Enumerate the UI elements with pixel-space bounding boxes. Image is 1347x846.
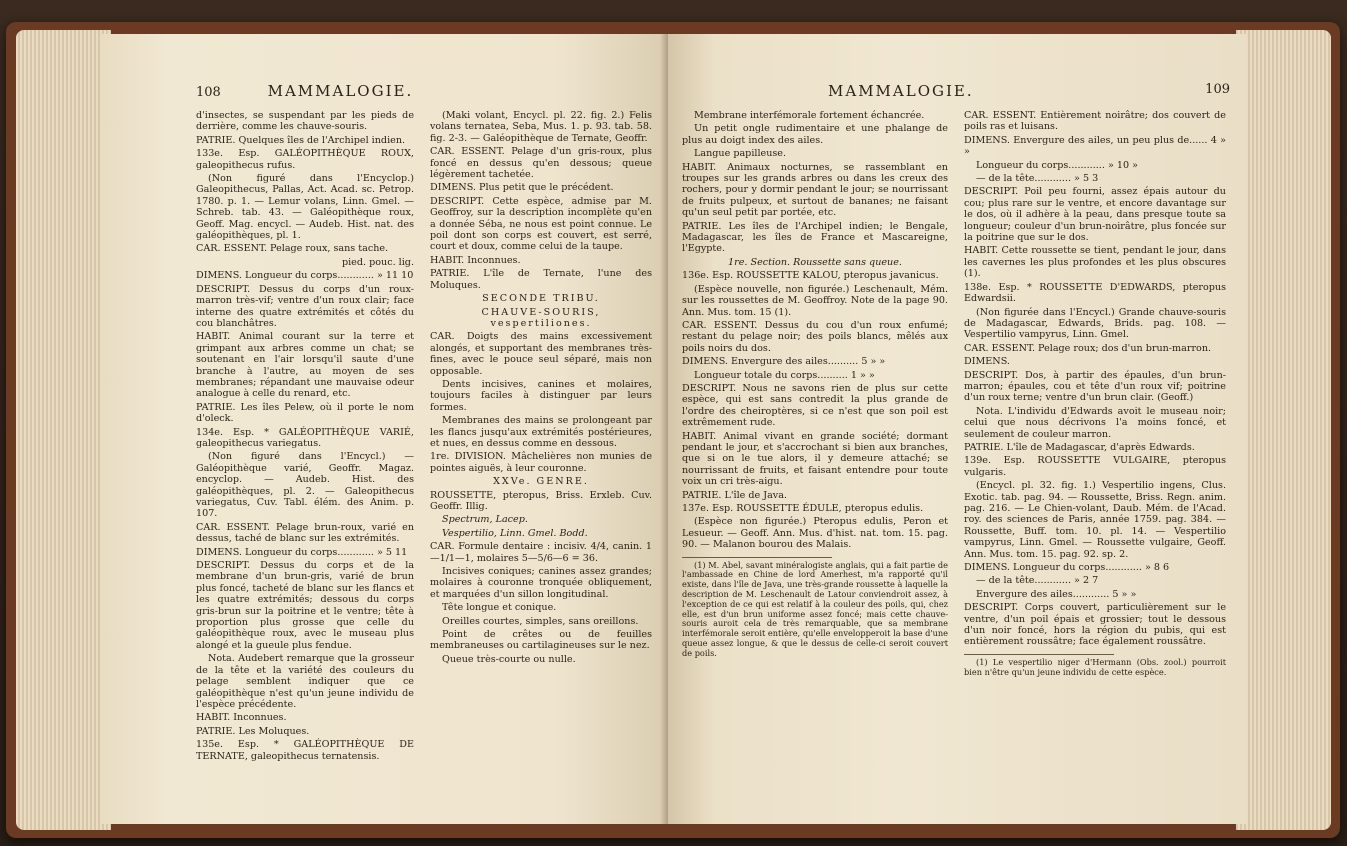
footnote-rule [964, 654, 1114, 655]
footnote: (1) M. Abel, savant minéralogiste anglais, qui a fait partie de l'ambassade en Chine de lord Amerhest, m'a rapporté qu'il existe, dans l'île de Java, une très-grande roussette à laquelle la description de M. Leschenault de Latour conviendroit assez, à l'exception de ce qui est relatif à la couleur des poils, qui, chez elle, est d'un brun uniforme assez foncé; mais cette chauve-souris auroit cela de très remarquable, que sa membrane interfémorale seroit entière, qu'elle envelopperoit la base d'une queue assez longue, & que le dessus de celle-ci seroit couvert de poils. [682, 559, 948, 658]
paragraph: 139e. Esp. ROUSSETTE VULGAIRE, pteropus vulgaris. [964, 455, 1226, 478]
dimension-line: DIMENS. Longueur du corps............ » 11 10 [196, 270, 414, 282]
paragraph: PATRIE. Les îles Pelew, où il porte le nom d'oleck. [196, 401, 414, 425]
paragraph: Oreilles courtes, simples, sans oreillons. [442, 615, 639, 627]
paragraph: DESCRIPT. Dos, à partir des épaules, d'un brun-marron; épaules, cou et tête d'un roux vif; poitrine d'un roux terne; ventre d'un brun clair. (Geoff.) [964, 369, 1226, 404]
paragraph: PATRIE. L'île de Madagascar, d'après Edwards. [964, 441, 1195, 453]
paragraph: Queue très-courte ou nulle. [442, 653, 576, 665]
dimension-line: Longueur du corps............ » 10 » [976, 159, 1138, 171]
paragraph: (Espèce nouvelle, non figurée.) Leschenault, Mém. sur les roussettes de M. Geoffroy. Note de la page 90. Ann. Mus. tom. 15 (1). [682, 283, 948, 318]
left-title: MAMMALOGIE. [267, 82, 414, 100]
dimension-line: DIMENS. Envergure des ailes.......... 5 » » [682, 356, 886, 368]
paragraph: (Non figuré dans l'Encyclop.) Galeopithecus, Pallas, Act. Acad. sc. Petrop. 1780. p. 1. — Lemur volans, Linn. Gmel. — Schreb. tab. 43. — Galéopithèque roux, Geoff. Mag. encycl. — Audeb. Hist. nat. des galéopithèques, pl. 1. [196, 173, 414, 242]
paragraph: (Encycl. pl. 32. fig. 1.) Vespertilio ingens, Clus. Exotic. tab. pag. 94. — Roussette, Briss. Regn. anim. pag. 216. — Le Chien-volant, Daub. Mém. de l'Acad. roy. des sciences de Paris, année 1759. pag. 384. — Roussette, Buff. tom. 10. pl. 14. — Vespertilio vampyrus, Linn. Gmel. — Roussette vulgaire, Geoff. Ann. Mus. tom. 15. pag. 92. sp. 2. [964, 480, 1226, 560]
paragraph: DIMENS. Plus petit que le précédent. [430, 182, 614, 194]
left-page [100, 34, 670, 824]
paragraph: (Non figuré dans l'Encycl.) — Galéopithèque varié, Geoffr. Magaz. encyclop. — Audeb. Hist. des galéopithèques, pl. 2. — Galeopithecus variegatus, Cuv. Tabl. élém. des Anim. p. 107. [196, 451, 414, 520]
paragraph: HABIT. Animal vivant en grande société; dormant pendant le jour, et s'accrochant si bien aux branches, que si on le tue alors, il y demeure attaché; se nourrissant de fruits, et faisant entendre pour toute voix un cri très-aigu. [682, 430, 948, 488]
paragraph: 1re. DIVISION. Mâchelières non munies de pointes aiguës, à leur couronne. [430, 451, 652, 474]
paragraph: (Espèce non figurée.) Pteropus edulis, Peron et Lesueur. — Geoff. Ann. Mus. d'hist. nat. tom. 15. pag. 90. — Malanon bourou des Malais. [682, 516, 948, 551]
dimension-line: — de la tête............ » 5 3 [976, 173, 1099, 185]
genus-heading: XXVe. GENRE. [493, 476, 589, 488]
paragraph: 136e. Esp. ROUSSETTE KALOU, pteropus javanicus. [682, 270, 939, 282]
right-title: MAMMALOGIE. [828, 82, 974, 100]
dimension-line: DIMENS. Longueur du corps............ » 8 6 [964, 562, 1170, 574]
paragraph: HABIT. Animaux nocturnes, se rassemblant en troupes sur les grands arbres ou dans les creux des rochers, pour y dormir pendant le jour; se nourrissant de fruits pulpeux, et surtout de bananes; ne faisant qu'un seul petit par portée, etc. [682, 161, 948, 219]
paragraph: Vespertilio, Linn. Gmel. Bodd. [442, 527, 588, 539]
paragraph: DESCRIPT. Poil peu fourni, assez épais autour du cou; plus rare sur le ventre, et encore davantage sur le dos, où il adhère à la peau, dans presque toute sa longueur; couleur d'un brun-noirâtre, plus foncée sur la poitrine que sur le dos. [964, 186, 1226, 244]
paragraph: HABIT. Inconnues. [196, 712, 287, 724]
dimension-line: Longueur totale du corps.......... 1 » » [694, 369, 875, 381]
paragraph: Point de crêtes ou de feuilles membraneuses ou cartilagineuses sur le nez. [430, 629, 652, 652]
paragraph: Langue papilleuse. [694, 148, 787, 160]
paragraph: 135e. Esp. * GALÉOPITHÈQUE DE TERNATE, galeopithecus ternatensis. [196, 739, 414, 762]
paragraph: d'insectes, se suspendant par les pieds de derrière, comme les chauve-souris. [196, 110, 414, 133]
paragraph: DESCRIPT. Nous ne savons rien de plus sur cette espèce, qui est sans contredit la plus grande de l'ordre des cheiroptères, si ce n'est que son poil est extrêmement rude. [682, 382, 948, 429]
page-edges-right [1236, 30, 1331, 830]
tribe-heading: CHAUVE-SOURIS, vespertiliones. [481, 306, 601, 329]
paragraph: (Maki volant, Encycl. pl. 22. fig. 2.) Felis volans ternatea, Seba, Mus. 1. p. 93. tab. 58. fig. 2-3. — Galéopithèque de Ternate, Geoffr. [430, 110, 652, 144]
paragraph: Nota. Audebert remarque que la grosseur de la tête et la variété des couleurs du pelage semblent indiquer que ce galéopithèque n'est qu'un jeune individu de l'espèce précédente. [196, 653, 414, 710]
paragraph: Dents incisives, canines et molaires, toujours faciles à distinguer par leurs formes. [430, 378, 652, 413]
paragraph: PATRIE. Les îles de l'Archipel indien; le Bengale, Madagascar, les îles de France et Mascareigne, l'Egypte. [682, 220, 948, 255]
paragraph: (Non figurée dans l'Encycl.) Grande chauve-souris de Madagascar, Edwards, Brids. pag. 108. — Vespertilio vampyrus, Linn. Gmel. [964, 306, 1226, 341]
paragraph: 137e. Esp. ROUSSETTE ÉDULE, pteropus edulis. [682, 503, 924, 514]
dimension-line: DIMENS. Envergure des ailes, un peu plus de...... 4 » » [964, 134, 1226, 158]
right-column-2 [964, 110, 1226, 679]
paragraph: Un petit ongle rudimentaire et une phalange de plus au doigt index des ailes. [682, 123, 948, 146]
paragraph: PATRIE. Quelques îles de l'Archipel indien. [196, 134, 406, 146]
paragraph: PATRIE. L'île de Java. [682, 489, 787, 501]
paragraph: CAR. ESSENT. Pelage roux, sans tache. [196, 243, 389, 255]
left-column-1 [196, 110, 414, 764]
left-page-number: 108 [196, 85, 221, 100]
paragraph: CAR. Doigts des mains excessivement alongés, et supportant des membranes très-fines, avec le pouce seul séparé, mais non opposable. [430, 331, 652, 377]
paragraph: PATRIE. L'île de Ternate, l'une des Moluques. [430, 268, 652, 291]
unit-header: pied. pouc. lig. [341, 256, 414, 268]
section-heading: 1re. Section. Roussette sans queue. [728, 256, 902, 268]
paragraph: CAR. ESSENT. Entièrement noirâtre; dos couvert de poils ras et luisans. [964, 110, 1226, 133]
paragraph: DESCRIPT. Cette espèce, admise par M. Geoffroy, sur la description incomplète qu'en a donnée Séba, ne nous est point connue. Le poil dont son corps est couvert, est serré, court et doux, comme celui de la taupe. [430, 195, 652, 253]
right-page [668, 34, 1246, 824]
paragraph: CAR. ESSENT. Dessus du cou d'un roux enfumé; restant du pelage noir; des poils blancs, mêlés aux poils noirs du dos. [682, 319, 948, 354]
dimension-line: Envergure des ailes............ 5 » » [976, 588, 1137, 600]
paragraph: 134e. Esp. * GALÉOPITHÈQUE VARIÉ, galeopithecus variegatus. [196, 426, 414, 449]
paragraph: PATRIE. Les Moluques. [196, 725, 310, 737]
right-column-1 [682, 110, 948, 661]
paragraph: CAR. ESSENT. Pelage brun-roux, varié en dessus, taché de blanc sur les extrémités. [196, 521, 414, 545]
paragraph: HABIT. Inconnues. [430, 254, 521, 266]
paragraph: Tête longue et conique. [442, 602, 557, 614]
paragraph: CAR. ESSENT. Pelage d'un gris-roux, plus foncé en dessus qu'en dessous; queue légèrement tachetée. [430, 146, 652, 181]
right-running-head [828, 82, 1230, 100]
right-page-number: 109 [1205, 82, 1230, 97]
paragraph: 133e. Esp. GALÉOPITHÈQUE ROUX, galeopithecus rufus. [196, 148, 414, 171]
section-heading: SECONDE TRIBU. [482, 293, 600, 305]
paragraph: DIMENS. [964, 356, 1010, 368]
dimension-line: — de la tête............ » 2 7 [976, 575, 1099, 587]
left-running-head [196, 82, 413, 100]
paragraph: Nota. L'individu d'Edwards avoit le museau noir; celui que nous décrivons l'a moins foncé, et seulement de couleur marron. [964, 405, 1226, 440]
page-edges-left [16, 30, 111, 830]
paragraph: HABIT. Cette roussette se tient, pendant le jour, dans les cavernes les plus profondes et les plus obscures (1). [964, 245, 1226, 280]
paragraph: Membrane interfémorale fortement échancrée. [694, 110, 925, 121]
paragraph: DESCRIPT. Dessus du corps et de la membrane d'un brun-gris, varié de brun plus foncé, tacheté de blanc sur les flancs et les quatre extrémités; dessous du corps gris-brun sur la poitrine et le ventre; tête à proportion plus grosse que celle du galéopithèque roux, avec le museau plus alongé et la gueule plus fendue. [196, 560, 414, 651]
paragraph: DESCRIPT. Corps couvert, particulièrement sur le ventre, d'un poil épais et grossier; tout le dessous d'un noir foncé, hors la région du pubis, qui est entièrement roussâtre; face également roussâtre. [964, 602, 1226, 648]
footnote: (1) Le vespertilio niger d'Hermann (Obs. zool.) pourroit bien n'être qu'un jeune individu de cette espèce. [964, 656, 1226, 677]
paragraph: ROUSSETTE, pteropus, Briss. Erxleb. Cuv. Geoffr. Illig. [430, 489, 652, 512]
paragraph: HABIT. Animal courant sur la terre et grimpant aux arbres comme un chat; se soutenant en l'air lorsqu'il saute d'une branche à l'autre, au moyen de ses membranes; répandant une mauvaise odeur analogue à celle du renard, etc. [196, 331, 414, 400]
dental-formula: CAR. Formule dentaire : incisiv. 4/4, canin. 1—1/1—1, molaires 5—5/6—6 = 36. [430, 541, 652, 564]
paragraph: DESCRIPT. Dessus du corps d'un roux-marron très-vif; ventre d'un roux clair; face interne des quatre extrémités et côtés du cou blanchâtres. [196, 283, 414, 329]
paragraph: CAR. ESSENT. Pelage roux; dos d'un brun-marron. [964, 342, 1212, 354]
paragraph: Incisives coniques; canines assez grandes; molaires à couronne tronquée obliquement, et marquées d'un sillon longitudinal. [430, 566, 652, 600]
footnote-rule [682, 557, 832, 558]
paragraph: 138e. Esp. * ROUSSETTE D'EDWARDS, pteropus Edwardsii. [964, 281, 1226, 305]
paragraph: Spectrum, Lacep. [442, 514, 528, 526]
paragraph: Membranes des mains se prolongeant par les flancs jusqu'aux extrémités postérieures, et nues, en dessus comme en dessous. [430, 415, 652, 449]
dimension-line: DIMENS. Longueur du corps............ » 5 11 [196, 546, 408, 558]
left-column-2 [430, 110, 652, 667]
